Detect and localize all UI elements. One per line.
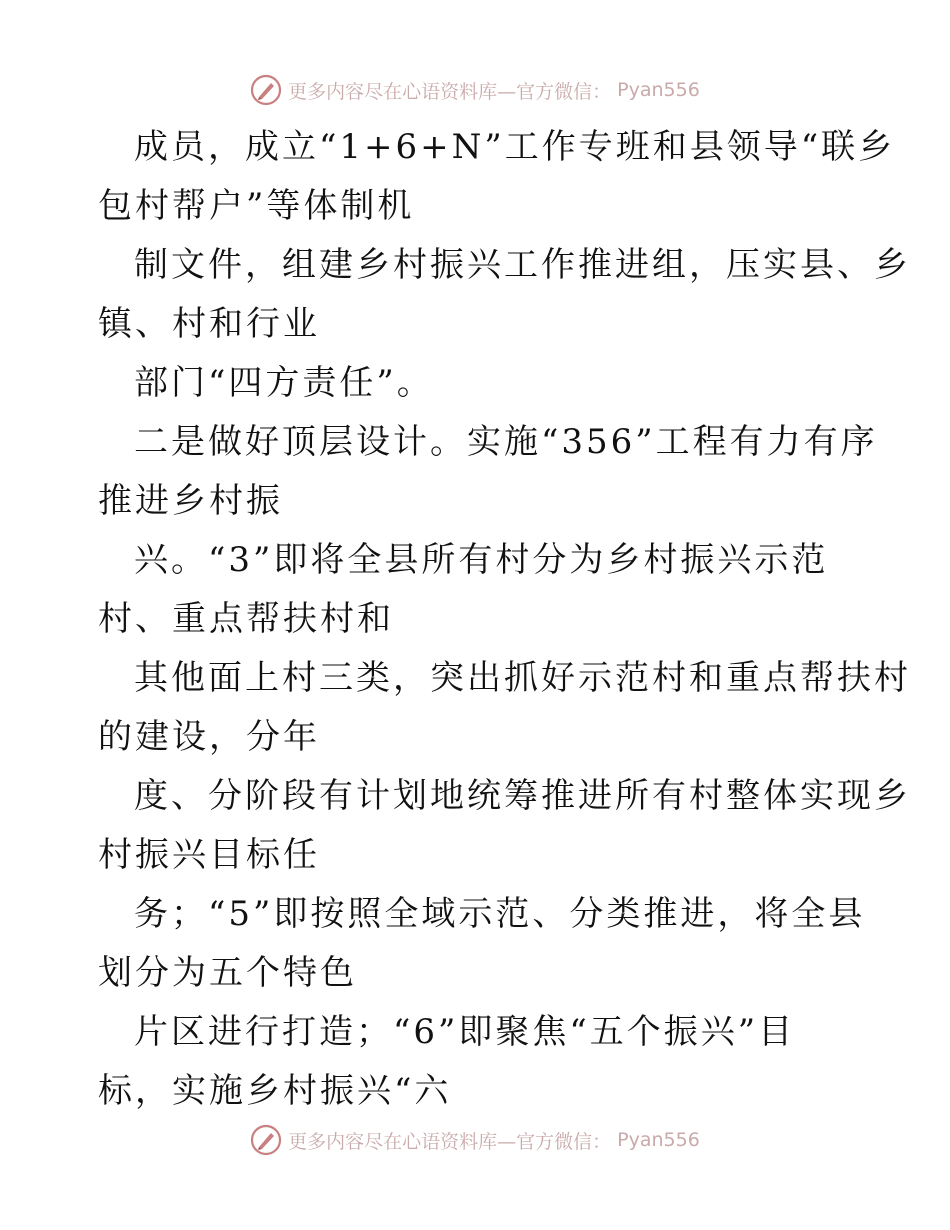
body-line: 二是做好顶层设计。实施“356”工程有力有序	[134, 422, 878, 462]
header-watermark	[0, 70, 950, 110]
watermark-text: 更多内容尽在心语资料库—官方微信：	[288, 1130, 612, 1153]
watermark-wechat-id: Pyan556	[617, 79, 700, 101]
body-line: 标，实施乡村振兴“六	[98, 1071, 452, 1111]
body-line: 兴。“3”即将全县所有村分为乡村振兴示范	[134, 540, 829, 580]
body-line: 度、分阶段有计划地统筹推进所有村整体实现乡	[134, 776, 911, 816]
body-line: 划分为五个特色	[98, 953, 357, 993]
body-line: 部门“四方责任”。	[134, 363, 434, 403]
body-line: 其他面上村三类，突出抓好示范村和重点帮扶村	[134, 658, 911, 698]
document-body	[98, 118, 911, 1121]
footer-watermark	[0, 1120, 950, 1160]
body-line: 镇、村和行业	[98, 304, 320, 344]
body-line: 制文件，组建乡村振兴工作推进组，压实县、乡	[134, 245, 911, 285]
body-line: 包村帮户”等体制机	[98, 186, 415, 226]
body-line: 的建设，分年	[98, 717, 320, 757]
body-line: 推进乡村振	[98, 481, 283, 521]
watermark-wechat-id: Pyan556	[617, 1129, 700, 1151]
body-line: 务；“5”即按照全域示范、分类推进，将全县	[134, 894, 866, 934]
body-line: 村振兴目标任	[98, 835, 320, 875]
pen-logo-icon	[250, 74, 282, 106]
body-line: 片区进行打造；“6”即聚焦“五个振兴”目	[134, 1012, 796, 1052]
watermark-text: 更多内容尽在心语资料库—官方微信：	[288, 80, 612, 103]
body-line: 村、重点帮扶村和	[98, 599, 394, 639]
body-line: 成员，成立“1+6+N”工作专班和县领导“联乡	[134, 127, 896, 167]
pen-logo-icon	[250, 1124, 282, 1156]
